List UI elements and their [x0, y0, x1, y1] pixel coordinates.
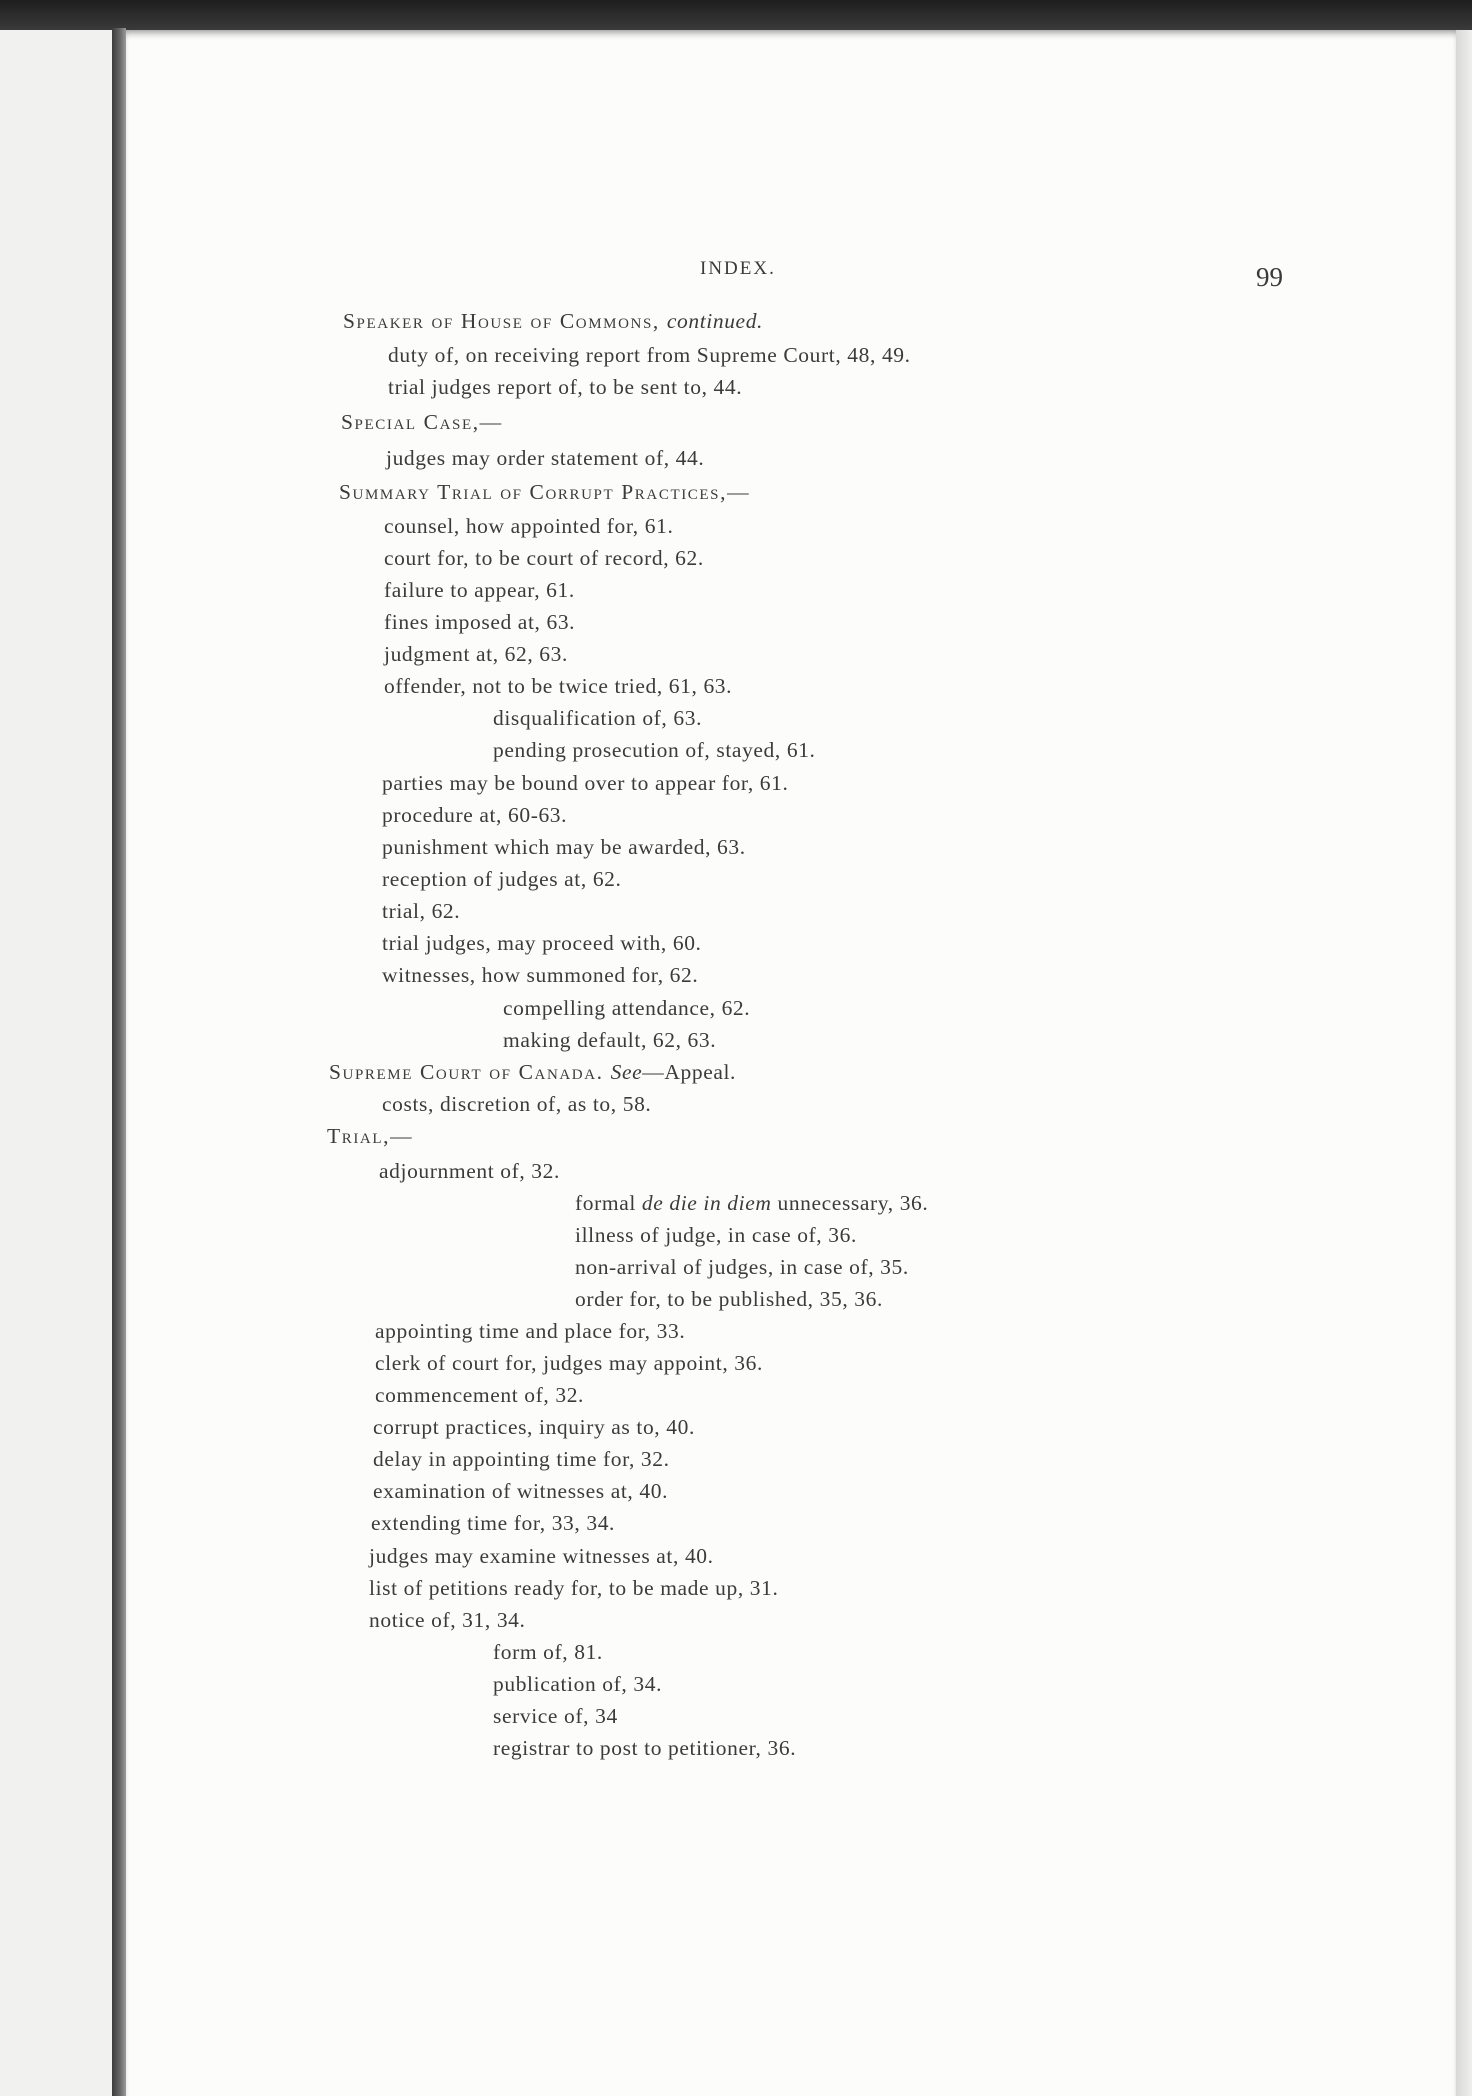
index-subentry: commencement of, 32. [375, 1383, 585, 1407]
index-subentry: trial judges, may proceed with, 60. [382, 931, 702, 955]
index-subsubentry: pending prosecution of, stayed, 61. [493, 738, 816, 762]
index-heading: Summary Trial of Corrupt Practices,— [339, 480, 751, 504]
index-subentry: witnesses, how summoned for, 62. [382, 963, 699, 987]
index-subentry: notice of, 31, 34. [369, 1608, 526, 1632]
index-subentry: procedure at, 60-63. [382, 803, 568, 827]
index-subsubentry: illness of judge, in case of, 36. [575, 1223, 857, 1247]
index-subentry: trial judges report of, to be sent to, 44. [388, 375, 743, 399]
index-subentry: judges may order statement of, 44. [386, 446, 705, 470]
cross-reference-target: —Appeal. [642, 1060, 737, 1084]
index-page [126, 30, 1456, 2096]
index-subsubentry: disqualification of, 63. [493, 706, 703, 730]
index-heading: Trial,— [327, 1124, 414, 1148]
index-subentry: adjournment of, 32. [379, 1159, 560, 1183]
index-subentry: trial, 62. [382, 899, 461, 923]
index-subsubentry: publication of, 34. [493, 1672, 663, 1696]
index-subentry: fines imposed at, 63. [384, 610, 576, 634]
scanner-top-edge [0, 0, 1472, 30]
index-subentry: corrupt practices, inquiry as to, 40. [373, 1415, 695, 1439]
index-subentry: extending time for, 33, 34. [371, 1511, 616, 1535]
index-subsubentry: compelling attendance, 62. [503, 996, 751, 1020]
heading-italic: continued. [666, 309, 764, 333]
index-subsubentry: non-arrival of judges, in case of, 35. [575, 1255, 909, 1279]
see-reference: See [610, 1060, 643, 1084]
index-subentry: failure to appear, 61. [384, 578, 575, 602]
index-subsubentry: registrar to post to petitioner, 36. [493, 1736, 797, 1760]
entry-text: unnecessary, 36. [771, 1191, 929, 1215]
index-subsubentry: order for, to be published, 35, 36. [575, 1287, 883, 1311]
index-subentry: examination of witnesses at, 40. [373, 1479, 669, 1503]
index-subentry: counsel, how appointed for, 61. [384, 514, 674, 538]
index-subentry: delay in appointing time for, 32. [373, 1447, 670, 1471]
running-head: INDEX. [700, 258, 776, 279]
index-subentry: punishment which may be awarded, 63. [382, 835, 746, 859]
index-subentry: appointing time and place for, 33. [375, 1319, 686, 1343]
index-subentry: clerk of court for, judges may appoint, 36. [375, 1351, 763, 1375]
page-number: 99 [1256, 262, 1283, 292]
index-subentry: offender, not to be twice tried, 61, 63. [384, 674, 733, 698]
index-heading: Special Case,— [341, 410, 503, 434]
index-subentry: parties may be bound over to appear for, 61. [382, 771, 789, 795]
index-subentry: costs, discretion of, as to, 58. [382, 1092, 652, 1116]
book-gutter [112, 28, 126, 2096]
index-subsubentry: service of, 34 [493, 1704, 618, 1728]
entry-text: formal [575, 1191, 642, 1215]
index-subentry: judges may examine witnesses at, 40. [369, 1544, 714, 1568]
heading-text: Supreme Court of Canada. [329, 1060, 611, 1084]
index-heading [329, 1060, 736, 1085]
index-subentry: judgment at, 62, 63. [384, 642, 568, 666]
latin-phrase: de die in diem [641, 1191, 772, 1215]
index-subentry: list of petitions ready for, to be made up, 31. [369, 1576, 779, 1600]
index-subsubentry: form of, 81. [493, 1640, 603, 1664]
index-subentry: duty of, on receiving report from Supreme Court, 48, 49. [388, 343, 911, 367]
facing-page-edge [0, 30, 112, 2096]
index-subentry: court for, to be court of record, 62. [384, 546, 704, 570]
index-subsubentry: making default, 62, 63. [503, 1028, 717, 1052]
index-subentry: reception of judges at, 62. [382, 867, 622, 891]
index-heading [343, 309, 763, 334]
heading-text: Speaker of House of Commons, [343, 309, 667, 333]
page-right-edge [1456, 30, 1472, 2096]
index-subsubentry [575, 1191, 928, 1216]
